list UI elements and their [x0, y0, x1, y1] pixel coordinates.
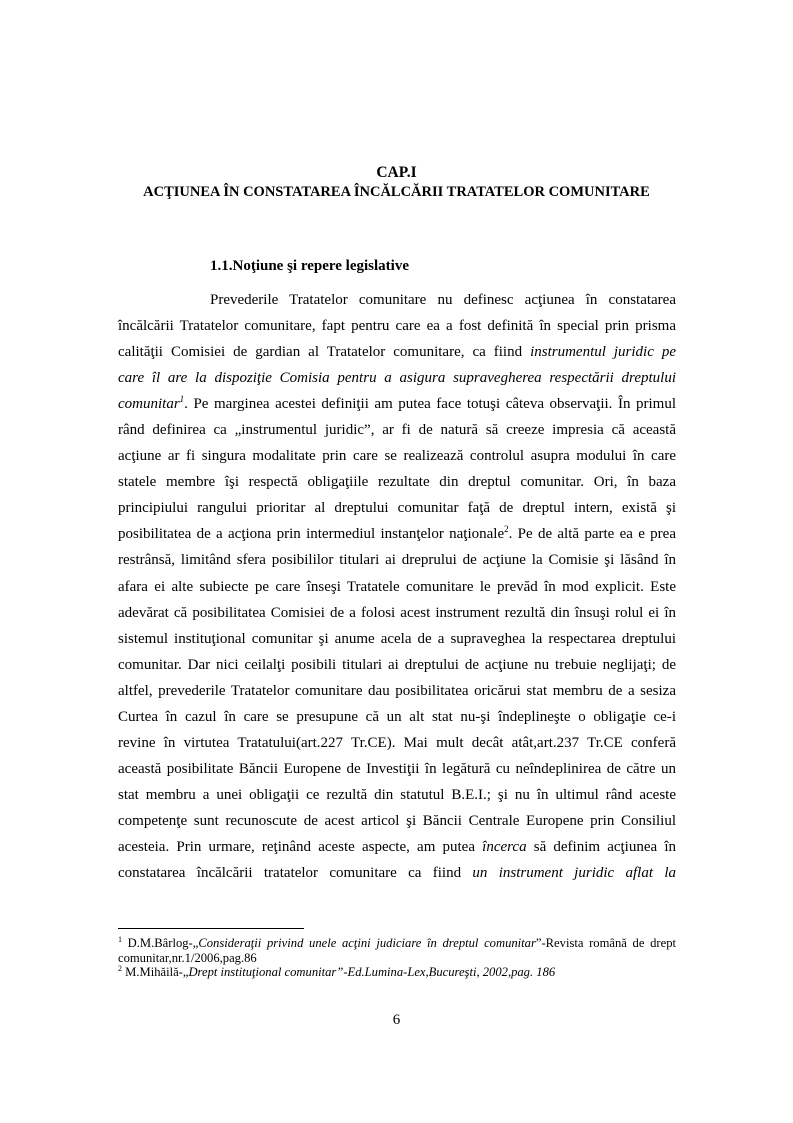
- section-heading: 1.1.Noţiune şi repere legislative: [210, 258, 409, 274]
- chapter-title: ACŢIUNEA ÎN CONSTATAREA ÎNCĂLCĂRII TRATATELOR COMUNITARE: [143, 184, 650, 200]
- body-line: altfel, prevederile Tratatelor comunitare dau posibilitatea oricărui stat membru de a sesiza: [118, 682, 676, 699]
- body-line: comunitar. Dar nici ceilalţi posibili titulari ai dreptului de acţiune nu trebuie neglijaţi; de: [118, 656, 676, 673]
- body-line: revine în virtutea Tratatului(art.227 Tr.CE). Mai mult decât atât,art.237 Tr.CE conferă: [118, 734, 676, 751]
- body-line: această posibilitate Băncii Europene de Investiţii în legătură cu neîndeplinirea de către un: [118, 760, 676, 777]
- body-line: stat membru a unei obligaţii ce rezultă din statutul B.E.I.; şi nu în ultimul rând aceste: [118, 786, 676, 803]
- chapter-number: CAP.I: [376, 164, 417, 181]
- body-line: acţiune ar fi singura modalitate prin care se realizează controlul asupra modului în care: [118, 448, 676, 465]
- body-line: Curtea în cazul în care se presupune că un alt stat nu-şi îndeplineşte o obligaţie ce-i: [118, 708, 676, 725]
- body-line: care îl are la dispoziţie Comisia pentru a asigura supravegherea respectării dreptului: [118, 370, 676, 387]
- body-line: statele membre îşi respectă obligaţiile rezultate din dreptul comunitar. Ori, în baza: [118, 474, 676, 491]
- body-line: sistemul instituţional comunitar şi anume acela de a supraveghea la respectarea dreptului: [118, 630, 676, 647]
- body-line: comunitar$^1$. Pe marginea acestei definiţii am putea face totuşi câteva observaţii. În primul: [118, 394, 676, 413]
- body-line: principiului rangului prioritar al dreptului comunitar faţă de dreptul intern, există şi: [118, 500, 676, 517]
- footnote-ref-1: 1: [179, 394, 185, 405]
- body-line: calităţii Comisiei de gardian al Tratatelor comunitare, ca fiind instrumentul juridic pe: [118, 344, 676, 361]
- body-text: [118, 287, 676, 886]
- body-line: adevărat că posibilitatea Comisiei de a folosi acest instrument rezultă din însuşi rolul ei în: [118, 604, 676, 621]
- footnote-ref-2: 2: [504, 524, 509, 535]
- body-line: Prevederile Tratatelor comunitare nu definesc acţiunea în constatarea: [210, 292, 676, 308]
- footnote-1: $^1$ D.M.Bârlog-„Consideraţii privind unele acţini judiciare în dreptul comunitar”-Revista română de drept comunitar,nr.1/2006,pag.86: [118, 934, 676, 965]
- footnote-separator: [118, 928, 304, 929]
- body-line: posibilitatea de a acţiona prin intermediul instanţelor naţionale$^2$. Pe de altă parte ea e prea: [118, 524, 676, 543]
- body-line: constatarea încălcării tratatelor comunitare ca fiind un instrument juridic aflat la: [118, 865, 676, 882]
- body-line: afara ei alte subiecte pe care înseşi Tratatele comunitare le prevăd în mod explicit. Este: [118, 578, 676, 595]
- body-line: restrânsă, limitând sfera posibililor titulari ai dreprului de acţiune la Comisie şi lăsând în: [118, 552, 676, 569]
- footnote-2: $^2$ M.Mihăilă-„Drept instituţional comunitar”-Ed.Lumina-Lex,Bucureşti, 2002,pag. 186: [118, 963, 556, 979]
- body-line: acesteia. Prin urmare, reţinând aceste aspecte, am putea încerca să definim acţiunea în: [118, 838, 676, 855]
- body-line: competenţe sunt recunoscute de acest articol şi Băncii Centrale Europene prin Consiliul: [118, 812, 676, 829]
- page-number: 6: [392, 1012, 401, 1028]
- body-line: încălcării Tratatelor comunitare, fapt pentru care ea a fost definită în special prin prisma: [118, 318, 676, 335]
- body-line: rând definirea ca „instrumentul juridic”, ar fi de natură să creeze impresia că această: [118, 422, 676, 439]
